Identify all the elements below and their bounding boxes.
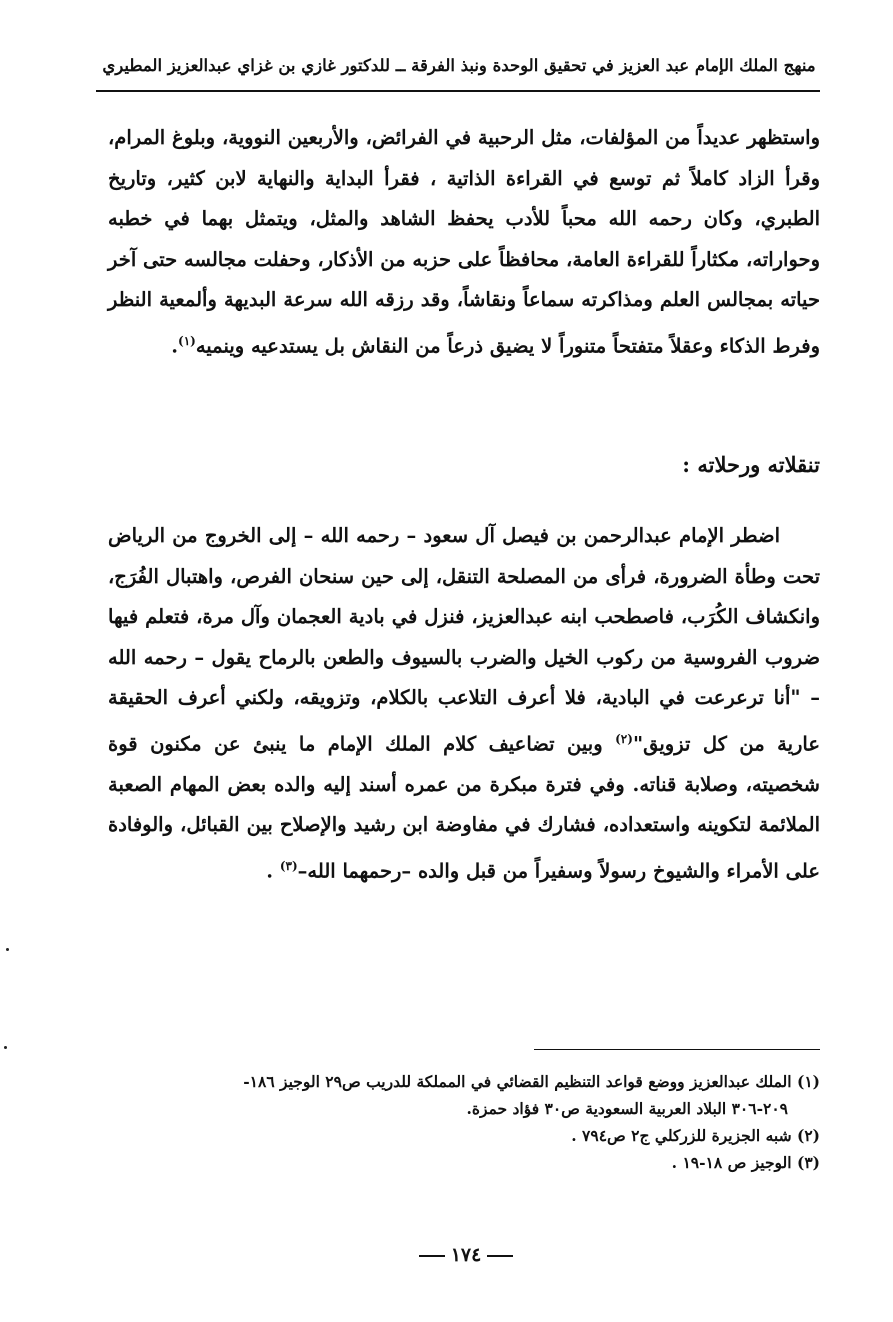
footnote-3-text: الوجيز ص ١٨-١٩ .: [671, 1153, 792, 1172]
footnote-3-number: (٣): [796, 1153, 820, 1172]
section-heading: تنقلاته ورحلاته :: [682, 452, 820, 477]
footnote-1-continuation: ٢٠٩-٣٠٦ البلاد العربية السعودية ص٣٠ فؤاد حمزة.: [466, 1099, 788, 1118]
page-number-dash-right: [419, 1255, 445, 1257]
scan-speck: [6, 948, 9, 951]
paragraph-travels-part-2: وبين تضاعيف كلام الملك الإمام ما ينبئ عن مكنون قوة شخصيته، وصلابة قناته. وفي فترة مبكرة من عمره أسند إليه والده بعض المهام الصعبة الملائمة لتكوينه واستعداده، فشارك في مفاوضة ابن رشيد والإصلاح بين القبائل، والوفادة على الأمراء والشيوخ رسولاً وسفيراً من قبل والده –رحمهما الله–: [108, 732, 820, 882]
scan-speck: [4, 1046, 7, 1049]
footnote-ref-3[interactable]: (٣): [279, 858, 298, 873]
running-header: منهج الملك الإمام عبد العزيز في تحقيق الوحدة ونبذ الفرقة ــ للدكتور غازي بن غزاي عبدالعزيز المطيري: [102, 56, 816, 75]
footnote-2: [108, 1122, 820, 1149]
footnote-ref-1[interactable]: (١): [178, 333, 196, 348]
paragraph-education: [108, 118, 820, 367]
footnote-rule: [534, 1049, 820, 1050]
footnote-1-number: (١): [796, 1072, 820, 1091]
footnote-2-number: (٢): [796, 1126, 820, 1145]
page-number: [396, 1244, 536, 1266]
paragraph-travels-part-1: اضطر الإمام عبدالرحمن بن فيصل آل سعود – رحمه الله – إلى الخروج من الرياض تحت وطأة الضرورة، فرأى من المصلحة التنقل، إلى حين سنحان الفرص، واهتبال الفُرَج، وانكشاف الكُرَب، فاصطحب ابنه عبدالعزيز، فنزل في بادية العجمان وآل مرة، فتعلم فيها ضروب الفروسية من ركوب الخيل والضرب بالسيوف والطعن بالرماح يقول – رحمه الله – "أنا ترعرعت في البادية، فلا أعرف التلاعب بالكلام، وتزويقه، ولكني أعرف الحقيقة عارية من كل تزويق": [108, 524, 820, 755]
footnote-2-text: شبه الجزيرة للزركلي ج٢ ص٧٩٤ .: [571, 1126, 792, 1145]
page-number-value: ١٧٤: [450, 1244, 482, 1266]
paragraph-travels: [108, 516, 820, 892]
header-rule: [96, 90, 820, 92]
page-number-dash-left: [487, 1255, 513, 1257]
footnotes: [108, 1068, 820, 1176]
footnote-1-line-1: الملك عبدالعزيز ووضع قواعد التنظيم القضائي في المملكة للدريب ص٢٩ الوجيز ١٨٦-: [243, 1072, 792, 1091]
paragraph-education-text: واستظهر عديداً من المؤلفات، مثل الرحبية في الفرائض، والأربعين النووية، وبلوغ المرام، وقرأ الزاد كاملاً ثم توسع في القراءة الذاتية ، فقرأ البداية والنهاية لابن كثير، وتاريخ الطبري، وكان رحمه الله محباً للأدب يحفظ الشاهد والمثل، ويتمثل بهما في خطبه وحواراته، مكثاراً للقراءة العامة، محافظاً على حزبه من الأذكار، وحفلت مجالسه حتى آخر حياته بمجالس العلم ومذاكرته سماعاً ونقاشاً، وقد رزقه الله سرعة البديهة وألمعية النظر وفرط الذكاء وعقلاً متفتحاً متنوراً لا يضيق ذرعاً من النقاش بل يستدعيه وينميه: [108, 126, 820, 357]
footnote-1: [108, 1068, 820, 1095]
footnote-ref-2[interactable]: (٢): [615, 731, 633, 746]
footnote-3: [108, 1149, 820, 1176]
paragraph-education-end: .: [171, 334, 179, 357]
paragraph-travels-end: .: [266, 859, 280, 882]
